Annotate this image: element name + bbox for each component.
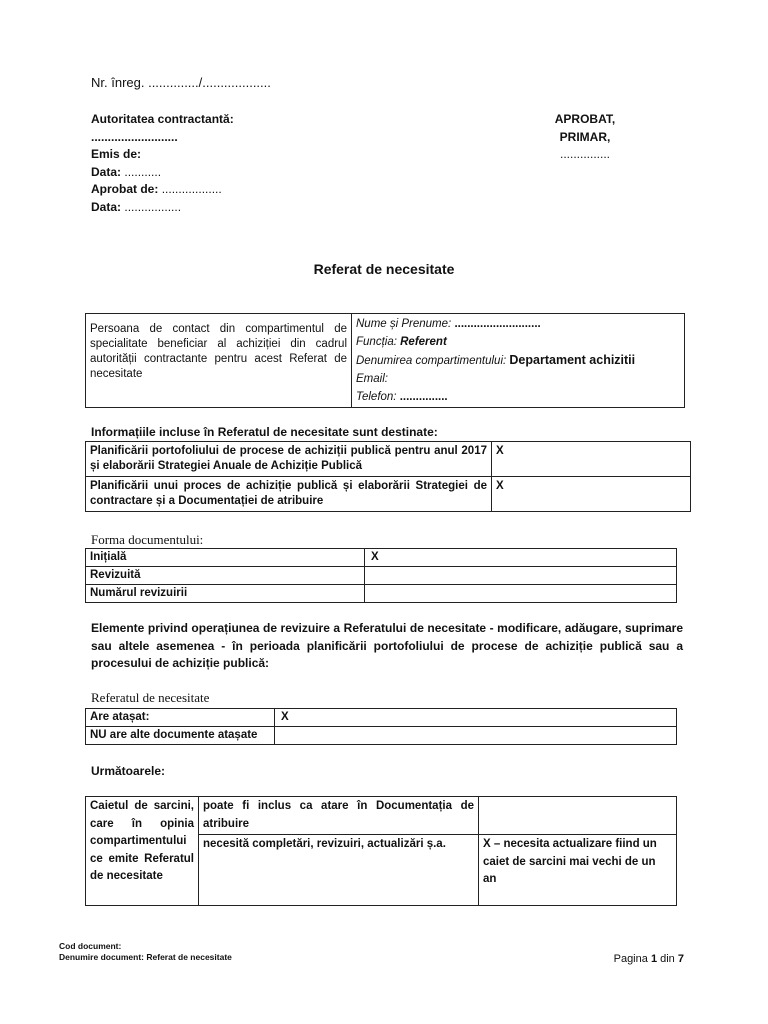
specifications-table <box>85 796 677 906</box>
table-row <box>86 709 677 727</box>
registration-number: Nr. înreg. ............../................... <box>91 75 271 90</box>
footer-left <box>59 941 232 963</box>
form-mark <box>365 567 677 585</box>
authority-value: .......................... <box>91 129 178 144</box>
destination-text: Planificării portofoliului de procese de achiziții publică pentru anul 2017 și elaborării Strategiei Anuale de Achiziție Publică <box>86 442 492 477</box>
table-row <box>86 549 677 567</box>
spec-option-1-mark <box>479 797 677 835</box>
approval-line-2: PRIMAR, <box>559 129 611 144</box>
authority-label: Autoritatea contractantă: <box>91 112 234 126</box>
approval-block <box>530 111 640 164</box>
footer-code-label: Cod document: <box>59 941 122 951</box>
approved-by-line: Aprobat de: .................. <box>91 182 222 196</box>
table-row <box>86 585 677 603</box>
issued-by-label: Emis de: <box>91 147 142 161</box>
form-mark <box>365 585 677 603</box>
following-heading: Următoarele: <box>91 764 166 778</box>
contact-table <box>85 313 685 408</box>
form-label: Numărul revizuirii <box>86 585 365 603</box>
table-row <box>86 797 677 835</box>
form-label: Revizuită <box>86 567 365 585</box>
spec-option-2: necesită completări, revizuiri, actualizări ș.a. <box>199 835 479 906</box>
name-line: Nume și Prenume: ........................... <box>356 318 541 330</box>
approval-line-1: APROBAT, <box>554 112 616 126</box>
referral-mark: X <box>275 709 677 727</box>
table-row <box>86 442 691 477</box>
contact-details <box>352 314 685 408</box>
approval-line-3: ............... <box>559 147 610 161</box>
revision-elements-paragraph: Elemente privind operațiunea de revizuire a Referatului de necesitate - modificare, adăugare, suprimare sau altele asemenea - în perioada planificării portofoliului de procese de achiziție publică sau a procesului de achiziție publică: <box>91 621 683 670</box>
phone-line: Telefon: ............... <box>356 391 448 403</box>
date-line-1: Data: ........... <box>91 164 162 179</box>
date-line-2: Data: ................. <box>91 199 182 214</box>
spec-option-2-mark: X – necesita actualizare fiind un caiet de sarcini mai vechi de un an <box>479 835 677 906</box>
destinations-heading: Informațiile incluse în Referatul de necesitate sunt destinate: <box>91 425 438 439</box>
contracting-authority-block <box>91 111 351 216</box>
department-line: Denumirea compartimentului: Departament achizitii <box>356 353 636 367</box>
referral-heading: Referatul de necesitate <box>91 690 210 705</box>
document-form-table <box>85 548 677 603</box>
page-number: Pagina 1 din 7 <box>613 953 684 965</box>
destination-mark: X <box>492 477 691 512</box>
spec-option-1: poate fi inclus ca atare în Documentația de atribuire <box>199 797 479 835</box>
table-row <box>86 567 677 585</box>
function-line: Funcția: Referent <box>356 336 447 348</box>
referral-table <box>85 708 677 745</box>
specifications-description: Caietul de sarcini, care în opinia compartimentului ce emite Referatul de necesitate <box>86 797 199 906</box>
table-row <box>86 477 691 512</box>
referral-mark <box>275 727 677 745</box>
destination-mark: X <box>492 442 691 477</box>
footer-document-name: Denumire document: Referat de necesitate <box>59 952 232 962</box>
referral-label: Are atașat: <box>86 709 275 727</box>
destinations-table <box>85 441 691 512</box>
form-label: Inițială <box>86 549 365 567</box>
destination-text: Planificării unui proces de achiziție publică și elaborării Strategiei de contractare și a Documentației de atribuire <box>86 477 492 512</box>
document-title: Referat de necesitate <box>313 261 455 277</box>
email-line: Email: <box>356 373 388 385</box>
referral-label: NU are alte documente atașate <box>86 727 275 745</box>
table-row <box>86 727 677 745</box>
form-mark: X <box>365 549 677 567</box>
document-form-heading: Forma documentului: <box>91 532 204 547</box>
contact-description: Persoana de contact din compartimentul de specialitate beneficiar al achiziției din cadrul autorității contractante pentru acest Referat de necesitate <box>86 314 352 408</box>
